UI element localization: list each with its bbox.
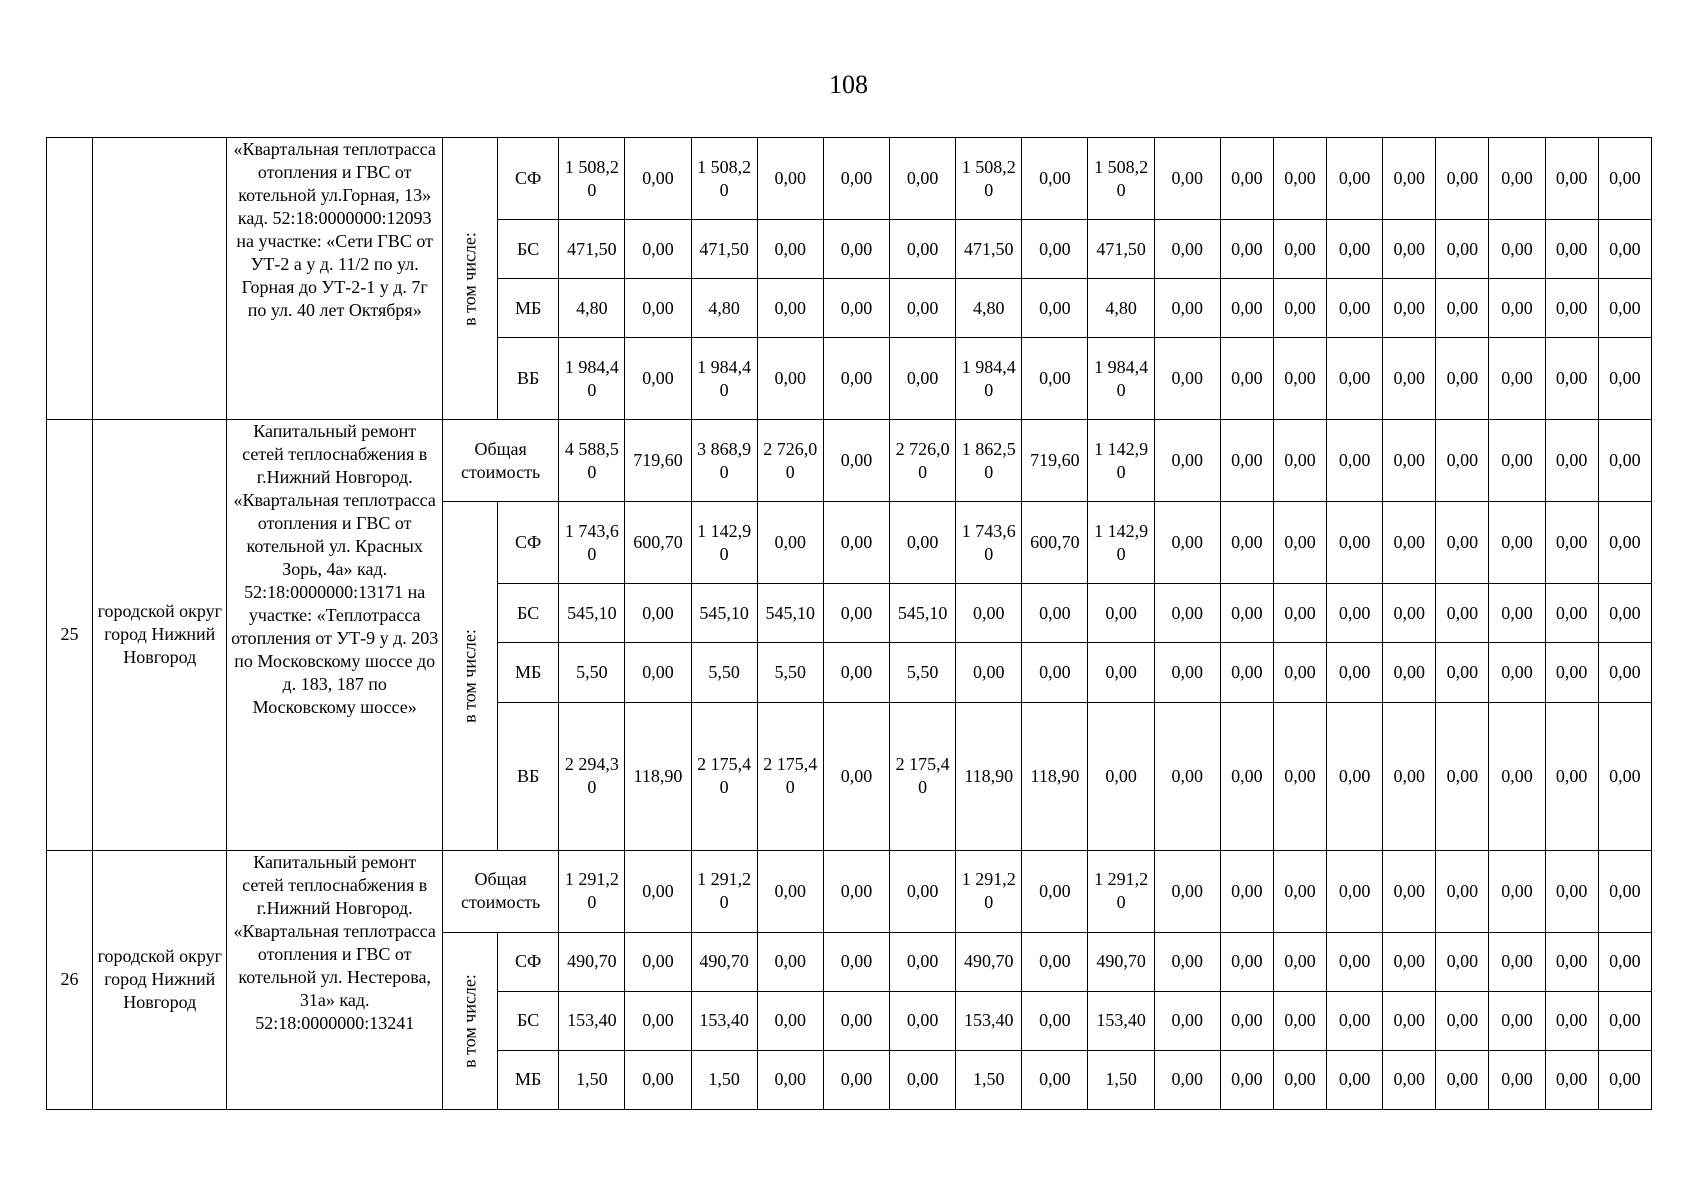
value-cell: 0,00: [1598, 702, 1651, 850]
value-cell: 0,00: [1383, 850, 1436, 932]
value-cell: 0,00: [1489, 338, 1545, 420]
value-cell: 0,00: [1273, 643, 1326, 702]
value-cell: 4 588,50: [559, 420, 625, 502]
value-cell: 0,00: [1088, 643, 1154, 702]
value-cell: 0,00: [1598, 850, 1651, 932]
value-cell: 0,00: [1383, 991, 1436, 1050]
value-cell: 0,00: [1220, 338, 1273, 420]
value-cell: 0,00: [1436, 584, 1489, 643]
value-cell: 1 743,60: [956, 502, 1022, 584]
value-cell: 0,00: [1436, 338, 1489, 420]
value-cell: 0,00: [1273, 502, 1326, 584]
value-cell: 0,00: [823, 502, 889, 584]
value-cell: 1 142,90: [691, 502, 757, 584]
value-cell: 0,00: [625, 220, 691, 279]
value-cell: 0,00: [1273, 1050, 1326, 1109]
value-cell: 545,10: [757, 584, 823, 643]
value-cell: 0,00: [625, 643, 691, 702]
value-cell: 0,00: [1327, 338, 1383, 420]
funding-source: СФ: [498, 932, 559, 991]
value-cell: 0,00: [1545, 850, 1598, 932]
value-cell: 0,00: [1545, 220, 1598, 279]
value-cell: 490,70: [559, 932, 625, 991]
value-cell: 0,00: [1327, 279, 1383, 338]
value-cell: 0,00: [1022, 584, 1088, 643]
value-cell: 0,00: [757, 502, 823, 584]
value-cell: 0,00: [757, 850, 823, 932]
value-cell: 0,00: [1598, 502, 1651, 584]
value-cell: 471,50: [1088, 220, 1154, 279]
value-cell: 0,00: [1545, 932, 1598, 991]
value-cell: 0,00: [1327, 991, 1383, 1050]
value-cell: 1 743,60: [559, 502, 625, 584]
value-cell: 5,50: [757, 643, 823, 702]
value-cell: 1 984,40: [956, 338, 1022, 420]
value-cell: 0,00: [1273, 338, 1326, 420]
page-number: 108: [829, 70, 868, 99]
object-description: Капитальный ремонт сетей теплоснабжения в г.Нижний Новгород. «Квартальная теплотрасса отопления и ГВС от котельной ул. Нестерова, 31а» кад. 52:18:0000000:13241: [227, 850, 443, 1109]
value-cell: 1 508,20: [691, 138, 757, 220]
value-cell: 0,00: [1327, 220, 1383, 279]
value-cell: 0,00: [1436, 702, 1489, 850]
value-cell: 0,00: [1383, 502, 1436, 584]
value-cell: 1,50: [1088, 1050, 1154, 1109]
value-cell: 0,00: [1489, 279, 1545, 338]
value-cell: 0,00: [1489, 850, 1545, 932]
value-cell: 0,00: [1022, 643, 1088, 702]
value-cell: 0,00: [1273, 138, 1326, 220]
value-cell: 0,00: [757, 338, 823, 420]
value-cell: 0,00: [1545, 279, 1598, 338]
value-cell: 0,00: [1327, 1050, 1383, 1109]
value-cell: 0,00: [1327, 502, 1383, 584]
including-label-cell: [442, 138, 497, 420]
value-cell: 0,00: [625, 338, 691, 420]
value-cell: 0,00: [1436, 220, 1489, 279]
value-cell: 490,70: [956, 932, 1022, 991]
value-cell: 0,00: [1545, 1050, 1598, 1109]
funding-source: БС: [498, 220, 559, 279]
value-cell: 490,70: [691, 932, 757, 991]
value-cell: 471,50: [559, 220, 625, 279]
value-cell: 2 175,40: [890, 702, 956, 850]
value-cell: 0,00: [1489, 702, 1545, 850]
value-cell: 0,00: [625, 584, 691, 643]
value-cell: 0,00: [1489, 932, 1545, 991]
value-cell: 0,00: [823, 279, 889, 338]
municipality-cell: городской округ город Нижний Новгород: [93, 850, 227, 1109]
value-cell: 719,60: [1022, 420, 1088, 502]
value-cell: 0,00: [1598, 991, 1651, 1050]
value-cell: 0,00: [1383, 220, 1436, 279]
value-cell: 1 984,40: [559, 338, 625, 420]
value-cell: 0,00: [1598, 1050, 1651, 1109]
value-cell: 719,60: [625, 420, 691, 502]
value-cell: 0,00: [1154, 1050, 1220, 1109]
value-cell: 2 175,40: [757, 702, 823, 850]
value-cell: 0,00: [1022, 138, 1088, 220]
value-cell: 2 726,00: [757, 420, 823, 502]
value-cell: 0,00: [1220, 138, 1273, 220]
value-cell: 0,00: [625, 138, 691, 220]
value-cell: 0,00: [625, 279, 691, 338]
value-cell: 0,00: [1383, 584, 1436, 643]
value-cell: 0,00: [1598, 643, 1651, 702]
value-cell: 0,00: [625, 991, 691, 1050]
value-cell: 0,00: [1154, 991, 1220, 1050]
value-cell: 0,00: [625, 850, 691, 932]
table-row: [47, 850, 1652, 932]
value-cell: 0,00: [1273, 932, 1326, 991]
value-cell: 0,00: [1598, 584, 1651, 643]
value-cell: 0,00: [757, 220, 823, 279]
municipality-cell: городской округ город Нижний Новгород: [93, 420, 227, 850]
total-cost-label: Общая стоимость: [442, 420, 558, 502]
value-cell: 1 142,90: [1088, 420, 1154, 502]
value-cell: 0,00: [1327, 138, 1383, 220]
value-cell: 545,10: [559, 584, 625, 643]
total-cost-label: Общая стоимость: [442, 850, 558, 932]
value-cell: 0,00: [823, 220, 889, 279]
funding-source: БС: [498, 584, 559, 643]
value-cell: 0,00: [823, 932, 889, 991]
value-cell: 4,80: [559, 279, 625, 338]
value-cell: 1 291,20: [691, 850, 757, 932]
value-cell: 0,00: [1436, 138, 1489, 220]
value-cell: 0,00: [1436, 279, 1489, 338]
value-cell: 118,90: [1022, 702, 1088, 850]
value-cell: 0,00: [1327, 643, 1383, 702]
value-cell: 0,00: [1088, 702, 1154, 850]
value-cell: 0,00: [823, 702, 889, 850]
object-description: Капитальный ремонт сетей теплоснабжения в г.Нижний Новгород. «Квартальная теплотрасса отопления и ГВС от котельной ул. Красных Зорь, 4а» кад. 52:18:0000000:13171 на участке: «Теплотрасса отопления от УТ-9 у д. 203 по Московскому шоссе до д. 183, 187 по Московскому шоссе»: [227, 420, 443, 850]
value-cell: 0,00: [1436, 643, 1489, 702]
value-cell: 1 984,40: [691, 338, 757, 420]
value-cell: 1 984,40: [1088, 338, 1154, 420]
value-cell: 545,10: [890, 584, 956, 643]
value-cell: 1 508,20: [1088, 138, 1154, 220]
value-cell: 0,00: [823, 1050, 889, 1109]
value-cell: 0,00: [1273, 420, 1326, 502]
municipality-cell: [93, 138, 227, 420]
value-cell: 0,00: [1598, 420, 1651, 502]
value-cell: 0,00: [1545, 420, 1598, 502]
value-cell: 1 508,20: [956, 138, 1022, 220]
value-cell: 1 291,20: [1088, 850, 1154, 932]
value-cell: 0,00: [1598, 338, 1651, 420]
value-cell: 0,00: [1154, 502, 1220, 584]
value-cell: 0,00: [890, 220, 956, 279]
value-cell: 0,00: [1489, 420, 1545, 502]
value-cell: 0,00: [1383, 702, 1436, 850]
value-cell: 5,50: [890, 643, 956, 702]
value-cell: 600,70: [1022, 502, 1088, 584]
value-cell: 0,00: [1154, 220, 1220, 279]
value-cell: 1 142,90: [1088, 502, 1154, 584]
value-cell: 0,00: [1154, 643, 1220, 702]
value-cell: 0,00: [1489, 502, 1545, 584]
value-cell: 153,40: [956, 991, 1022, 1050]
value-cell: 0,00: [1436, 502, 1489, 584]
value-cell: 0,00: [1327, 702, 1383, 850]
funding-source: ВБ: [498, 338, 559, 420]
value-cell: 0,00: [890, 991, 956, 1050]
including-label: в том числе:: [459, 231, 480, 326]
value-cell: 0,00: [1154, 584, 1220, 643]
value-cell: 0,00: [1154, 338, 1220, 420]
value-cell: 0,00: [1327, 420, 1383, 502]
value-cell: 1,50: [691, 1050, 757, 1109]
value-cell: 0,00: [1545, 643, 1598, 702]
value-cell: 0,00: [823, 850, 889, 932]
funding-source: МБ: [498, 643, 559, 702]
value-cell: 0,00: [1436, 932, 1489, 991]
value-cell: 0,00: [1022, 991, 1088, 1050]
row-number: 26: [47, 850, 93, 1109]
value-cell: 0,00: [1220, 850, 1273, 932]
value-cell: 0,00: [1545, 338, 1598, 420]
value-cell: 4,80: [1088, 279, 1154, 338]
value-cell: 0,00: [1545, 502, 1598, 584]
including-label-cell: [442, 502, 497, 850]
value-cell: 2 726,00: [890, 420, 956, 502]
value-cell: 0,00: [757, 1050, 823, 1109]
value-cell: 0,00: [1383, 932, 1436, 991]
funding-source: МБ: [498, 279, 559, 338]
value-cell: 0,00: [625, 1050, 691, 1109]
value-cell: 0,00: [1154, 932, 1220, 991]
value-cell: 0,00: [1383, 138, 1436, 220]
value-cell: 4,80: [956, 279, 1022, 338]
value-cell: 0,00: [1489, 1050, 1545, 1109]
value-cell: 0,00: [1598, 279, 1651, 338]
value-cell: 0,00: [823, 584, 889, 643]
value-cell: 0,00: [1022, 220, 1088, 279]
value-cell: 0,00: [1436, 991, 1489, 1050]
value-cell: 471,50: [691, 220, 757, 279]
value-cell: 2 294,30: [559, 702, 625, 850]
value-cell: 1 862,50: [956, 420, 1022, 502]
value-cell: 545,10: [691, 584, 757, 643]
row-number: 25: [47, 420, 93, 850]
value-cell: 2 175,40: [691, 702, 757, 850]
value-cell: 0,00: [1220, 702, 1273, 850]
value-cell: 0,00: [1327, 932, 1383, 991]
value-cell: 0,00: [1154, 850, 1220, 932]
value-cell: 0,00: [890, 502, 956, 584]
value-cell: 0,00: [1545, 702, 1598, 850]
value-cell: 0,00: [1489, 138, 1545, 220]
value-cell: 0,00: [1545, 584, 1598, 643]
value-cell: 0,00: [1273, 279, 1326, 338]
value-cell: 153,40: [691, 991, 757, 1050]
funding-source: МБ: [498, 1050, 559, 1109]
including-label-cell: [442, 932, 497, 1109]
value-cell: 0,00: [956, 643, 1022, 702]
value-cell: 0,00: [1022, 279, 1088, 338]
value-cell: 0,00: [1489, 220, 1545, 279]
value-cell: 0,00: [757, 932, 823, 991]
value-cell: 0,00: [1545, 991, 1598, 1050]
including-label: в том числе:: [459, 973, 480, 1068]
row-number: [47, 138, 93, 420]
value-cell: 0,00: [890, 338, 956, 420]
value-cell: 0,00: [1598, 932, 1651, 991]
value-cell: 0,00: [1220, 932, 1273, 991]
value-cell: 0,00: [1088, 584, 1154, 643]
value-cell: 1,50: [559, 1050, 625, 1109]
value-cell: 471,50: [956, 220, 1022, 279]
value-cell: 0,00: [1383, 643, 1436, 702]
value-cell: 0,00: [890, 850, 956, 932]
value-cell: 5,50: [559, 643, 625, 702]
value-cell: 5,50: [691, 643, 757, 702]
value-cell: 0,00: [890, 932, 956, 991]
value-cell: 490,70: [1088, 932, 1154, 991]
value-cell: 3 868,90: [691, 420, 757, 502]
value-cell: 0,00: [1220, 220, 1273, 279]
value-cell: 0,00: [1220, 420, 1273, 502]
value-cell: 0,00: [1598, 138, 1651, 220]
value-cell: 0,00: [1327, 584, 1383, 643]
value-cell: 0,00: [1436, 850, 1489, 932]
value-cell: 0,00: [956, 584, 1022, 643]
value-cell: 0,00: [1022, 850, 1088, 932]
value-cell: 1 291,20: [956, 850, 1022, 932]
value-cell: 0,00: [1383, 338, 1436, 420]
value-cell: 0,00: [1220, 1050, 1273, 1109]
value-cell: 0,00: [1154, 279, 1220, 338]
funding-table: [46, 137, 1652, 1110]
value-cell: 0,00: [1022, 1050, 1088, 1109]
value-cell: 0,00: [1327, 850, 1383, 932]
value-cell: 0,00: [1383, 279, 1436, 338]
value-cell: 0,00: [757, 991, 823, 1050]
value-cell: 600,70: [625, 502, 691, 584]
value-cell: 0,00: [1273, 991, 1326, 1050]
value-cell: 0,00: [1220, 502, 1273, 584]
value-cell: 0,00: [1436, 420, 1489, 502]
value-cell: 0,00: [1489, 643, 1545, 702]
value-cell: 0,00: [1022, 338, 1088, 420]
value-cell: 0,00: [1154, 420, 1220, 502]
value-cell: 0,00: [1383, 420, 1436, 502]
value-cell: 0,00: [1154, 138, 1220, 220]
value-cell: 0,00: [1273, 850, 1326, 932]
value-cell: 0,00: [823, 138, 889, 220]
funding-source: ВБ: [498, 702, 559, 850]
value-cell: 0,00: [1220, 279, 1273, 338]
value-cell: 0,00: [1545, 138, 1598, 220]
value-cell: 0,00: [1273, 220, 1326, 279]
value-cell: 0,00: [1154, 702, 1220, 850]
value-cell: 1,50: [956, 1050, 1022, 1109]
value-cell: 1 291,20: [559, 850, 625, 932]
value-cell: 0,00: [1436, 1050, 1489, 1109]
value-cell: 0,00: [1022, 932, 1088, 991]
value-cell: 0,00: [1220, 584, 1273, 643]
value-cell: 153,40: [1088, 991, 1154, 1050]
object-description: «Квартальная теплотрасса отопления и ГВС от котельной ул.Горная, 13» кад. 52:18:0000000:12093 на участке: «Сети ГВС от УТ-2 а у д. 11/2 по ул. Горная до УТ-2-1 у д. 7г по ул. 40 лет Октября»: [227, 138, 443, 420]
value-cell: 0,00: [890, 1050, 956, 1109]
value-cell: 0,00: [1273, 702, 1326, 850]
value-cell: 0,00: [890, 279, 956, 338]
value-cell: 1 508,20: [559, 138, 625, 220]
table-row: [47, 138, 1652, 220]
value-cell: 0,00: [1489, 991, 1545, 1050]
value-cell: 0,00: [890, 138, 956, 220]
value-cell: 0,00: [1489, 584, 1545, 643]
funding-source: СФ: [498, 138, 559, 220]
value-cell: 0,00: [757, 279, 823, 338]
value-cell: 118,90: [956, 702, 1022, 850]
value-cell: 0,00: [625, 932, 691, 991]
value-cell: 0,00: [823, 643, 889, 702]
value-cell: 0,00: [1598, 220, 1651, 279]
value-cell: 0,00: [1383, 1050, 1436, 1109]
funding-source: БС: [498, 991, 559, 1050]
value-cell: 0,00: [757, 138, 823, 220]
value-cell: 118,90: [625, 702, 691, 850]
value-cell: 0,00: [823, 338, 889, 420]
value-cell: 0,00: [823, 991, 889, 1050]
including-label: в том числе:: [459, 629, 480, 723]
value-cell: 0,00: [1220, 991, 1273, 1050]
value-cell: 0,00: [1220, 643, 1273, 702]
table-row: [47, 420, 1652, 502]
value-cell: 4,80: [691, 279, 757, 338]
value-cell: 0,00: [823, 420, 889, 502]
value-cell: 0,00: [1273, 584, 1326, 643]
funding-source: СФ: [498, 502, 559, 584]
value-cell: 153,40: [559, 991, 625, 1050]
